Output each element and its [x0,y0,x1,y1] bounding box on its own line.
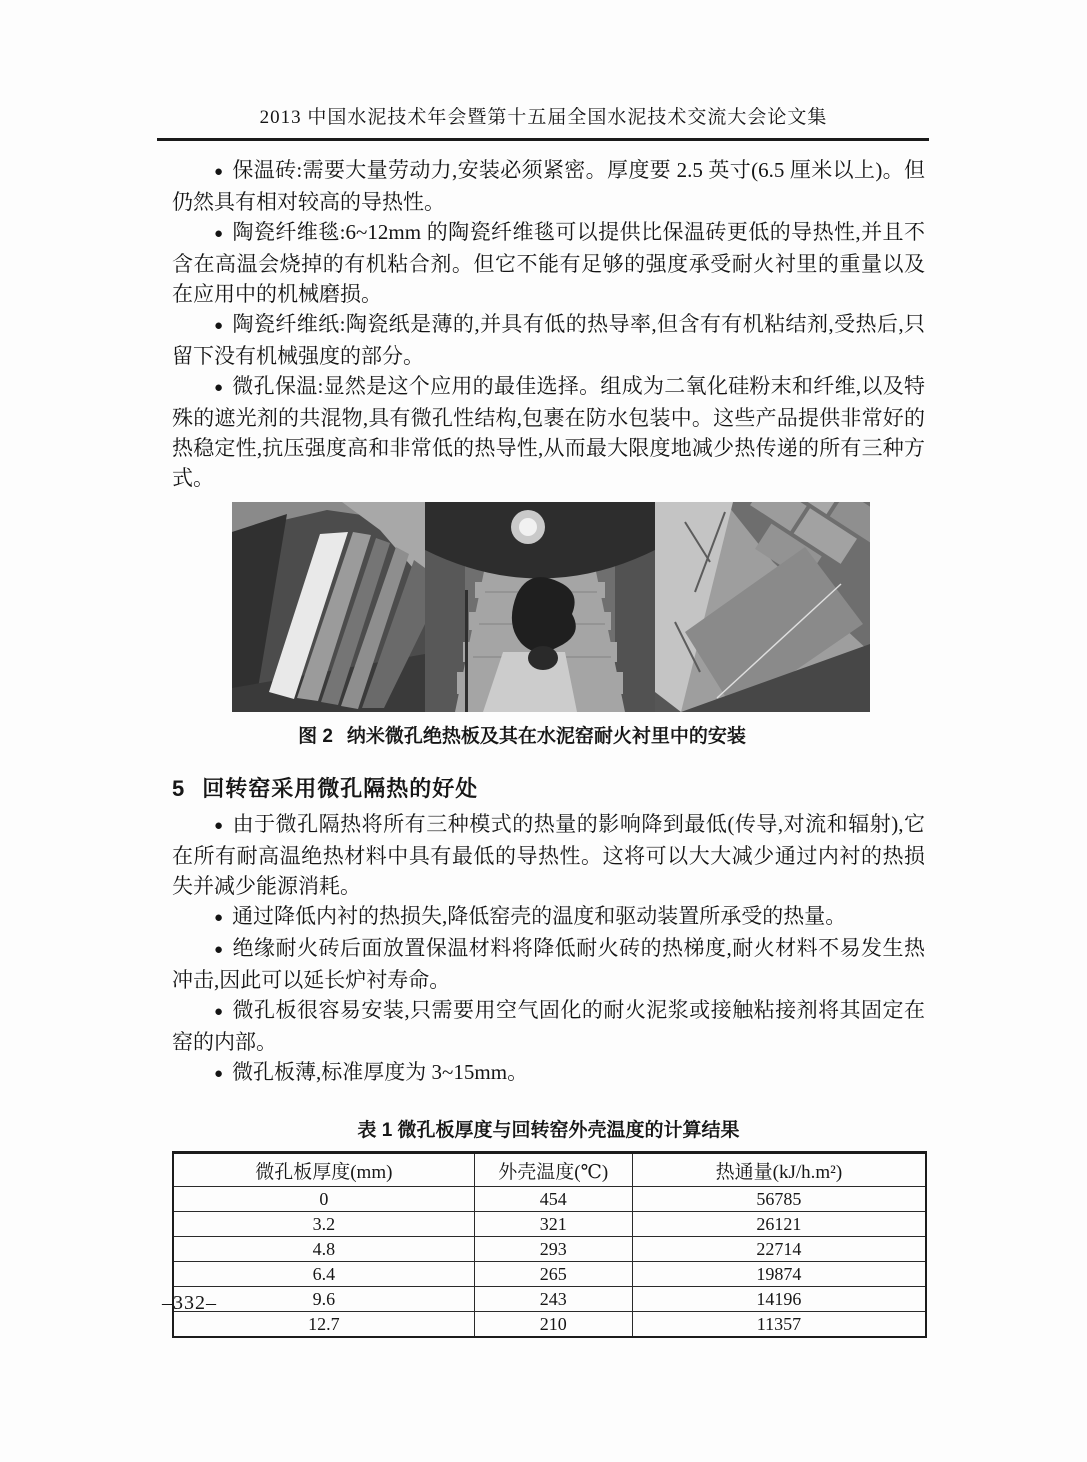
table-row [173,1237,926,1262]
bullet-paragraph-insulating-brick [172,155,925,217]
bullet-icon: ● [214,942,224,958]
cell-shell-temperature: 454 [474,1187,632,1212]
cell-heat-flux: 22714 [632,1237,926,1262]
table-row [173,1212,926,1237]
paragraph-text: 微孔保温:显然是这个应用的最佳选择。组成为二氧化硅粉末和纤维,以及特殊的遮光剂的共混物,具有微孔性结构,包裹在防水包装中。这些产品提供非常好的热稳定性,抗压强度高和非常低的热导性,从而最大限度地减少热传递的所有三种方式。 [172,374,925,490]
bullet-paragraph-benefit [172,995,925,1057]
paragraph-text: 陶瓷纤维纸:陶瓷纸是薄的,并具有低的热导率,但含有有机粘结剂,受热后,只留下没有机械强度的部分。 [172,312,925,368]
figure-caption-text: 纳米微孔绝热板及其在水泥窑耐火衬里中的安装 [346,726,746,747]
table-1-title: 表 1 微孔板厚度与回转窑外壳温度的计算结果 [357,1120,740,1141]
cell-shell-temperature: 321 [474,1212,632,1237]
bullet-icon: ● [214,1066,224,1082]
bullet-paragraph-benefit [172,809,925,901]
paragraph-text: 陶瓷纤维毯:6~12mm 的陶瓷纤维毯可以提供比保温砖更低的导热性,并且不含在高温会烧掉的有机粘合剂。但它不能有足够的强度承受耐火衬里的重量以及在应用中的机械磨损。 [172,220,925,306]
column-header-heat-flux: 热通量(kJ/h.m²) [632,1153,926,1187]
cell-shell-temperature: 210 [474,1312,632,1338]
table-row [173,1287,926,1312]
table-header-row [173,1153,926,1187]
cell-shell-temperature: 265 [474,1262,632,1287]
figure-2-photos [232,502,870,712]
column-header-shell-temperature: 外壳温度(℃) [474,1153,632,1187]
bullet-paragraph-ceramic-fiber-paper [172,309,925,371]
cell-heat-flux: 14196 [632,1287,926,1312]
paragraph-text: 通过降低内衬的热损失,降低窑壳的温度和驱动装置所承受的热量。 [232,904,847,928]
cell-heat-flux: 11357 [632,1312,926,1338]
paragraph-text: 由于微孔隔热将所有三种模式的热量的影响降到最低(传导,对流和辐射),它在所有耐高温绝热材料中具有最低的导热性。这将可以大大减少通过内衬的热损失并减少能源消耗。 [172,812,926,898]
cell-thickness: 0 [173,1187,474,1212]
cell-thickness: 12.7 [173,1312,474,1338]
paragraph-text: 绝缘耐火砖后面放置保温材料将降低耐火砖的热梯度,耐火材料不易发生热冲击,因此可以延长炉衬寿命。 [172,936,926,992]
benefits-list [172,809,925,1089]
page-number: –332– [162,1292,217,1314]
bullet-icon: ● [214,318,224,334]
cell-thickness: 3.2 [173,1212,474,1237]
kiln-interior-lining-installation-photo [425,502,655,712]
microporous-insulation-panels-photo [232,502,425,712]
bullet-icon: ● [214,1004,224,1020]
table-1-calculation-results [172,1151,927,1338]
cell-thickness: 4.8 [173,1237,474,1262]
bullet-paragraph-benefit [172,901,925,933]
figure-label: 图 2 [298,726,333,747]
cell-heat-flux: 56785 [632,1187,926,1212]
paragraph-text: 保温砖:需要大量劳动力,安装必须紧密。厚度要 2.5 英寸(6.5 厘米以上)。但仍然具有相对较高的导热性。 [172,158,925,214]
figure-2-caption [172,721,872,748]
cell-shell-temperature: 243 [474,1287,632,1312]
bullet-paragraph-microporous-insulation [172,371,925,493]
section-title: 回转窑采用微孔隔热的好处 [202,776,479,801]
cell-thickness: 9.6 [173,1287,474,1312]
paragraph-text: 微孔板很容易安装,只需要用空气固化的耐火泥浆或接触粘接剂将其固定在窑的内部。 [172,998,926,1054]
section-number: 5 [172,776,186,801]
section-5-heading [172,772,925,803]
table-row [173,1262,926,1287]
bullet-icon: ● [214,164,224,180]
bullet-icon: ● [214,910,224,926]
bullet-icon: ● [214,380,224,396]
cell-shell-temperature: 293 [474,1237,632,1262]
header-rule [157,138,929,141]
cell-thickness: 6.4 [173,1262,474,1287]
bullet-icon: ● [214,226,224,242]
kiln-brick-lining-closeup-photo [655,502,870,712]
paragraph-text: 微孔板薄,标准厚度为 3~15mm。 [232,1060,529,1084]
bullet-paragraph-ceramic-fiber-blanket [172,217,925,309]
bullet-paragraph-benefit [172,933,925,995]
proceedings-title: 2013 中国水泥技术年会暨第十五届全国水泥技术交流大会论文集 [259,107,828,128]
bullet-icon: ● [214,818,224,834]
bullet-paragraph-benefit [172,1057,925,1089]
column-header-thickness: 微孔板厚度(mm) [173,1153,474,1187]
cell-heat-flux: 19874 [632,1262,926,1287]
cell-heat-flux: 26121 [632,1212,926,1237]
page-content [172,155,925,1338]
table-row [173,1312,926,1338]
table-row [173,1187,926,1212]
